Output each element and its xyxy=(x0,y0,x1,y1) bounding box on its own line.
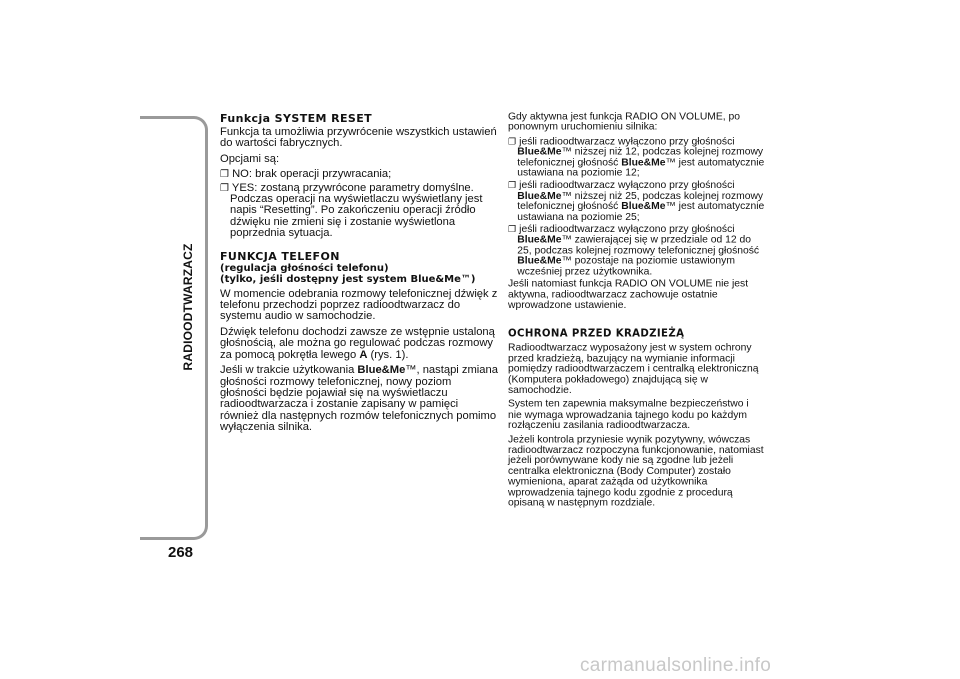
phone-paragraph-3: Jeśli w trakcie użytkowania Blue&Me™, nastąpi zmiana głośności rozmowy telefonicznej, nowy poziom głośności będzie pojawiał się na wyświetlaczu radioodtwarzacza i zostanie zapisany w pamięci również dla następnych rozmów telefonicznych pomimo wyłączenia silnika. xyxy=(220,364,498,434)
page-number: 268 xyxy=(168,544,194,561)
checkbox-bullet-icon: ❐ xyxy=(508,180,517,191)
list-item-yes: ❐ YES: zostaną przywrócone parametry domyślne. Podczas operacji na wyświetlaczu wyświetlany jest napis “Resetting”. Po zakończeniu operacji źródło dźwięku nie zmieni się i zostanie wyświetlona poprzednia sytuacja. xyxy=(220,181,483,240)
list-item-below-25: ❐ jeśli radioodtwarzacz wyłączono przy głośności Blue&Me™ niższej niż 25, podczas kolejnej rozmowy telefonicznej głośność Blue&Me™ jest automatycznie ustawiana na poziomie 25; xyxy=(508,179,765,223)
list-item-no: ❐ NO: brak operacji przywracania; xyxy=(220,168,392,181)
checkbox-bullet-icon: ❐ xyxy=(508,224,517,235)
phone-subheading-1: (regulacja głośności telefonu) xyxy=(220,262,389,274)
section-title-vertical: RADIOODTWARZACZ xyxy=(181,243,195,371)
right-column xyxy=(508,112,765,512)
phone-heading: FUNKCJA TELEFON xyxy=(220,249,340,263)
options-label: Opcjami są: xyxy=(220,152,280,165)
system-reset-heading: Funkcja SYSTEM RESET xyxy=(220,112,373,125)
anti-theft-heading: OCHRONA PRZED KRADZIEŻĄ xyxy=(508,327,685,340)
page-margin-frame xyxy=(140,116,208,540)
list-item-below-12: ❐ jeśli radioodtwarzacz wyłączono przy głośności Blue&Me™ niższej niż 12, podczas kolejnej rozmowy telefonicznej głośność Blue&Me™ jest automatycznie ustawiana na poziomie 12; xyxy=(508,135,765,179)
left-column xyxy=(220,112,498,438)
radio-on-volume-intro: Gdy aktywna jest funkcja RADIO ON VOLUME, po ponownym uruchomieniu silnika: xyxy=(508,111,741,133)
anti-theft-paragraph-3: Jeżeli kontrola przyniesie wynik pozytywny, wówczas radioodtwarzacz rozpoczyna funkcjonowanie, natomiast jeżeli porównywane kody nie są zgodne lub jeżeli centralka elektroniczna (Body Computer) zostało wymieniona, aparat zażąda od użytkownika wprowadzenia tajnego kodu zgodnie z procedurą opisaną w następnym rozdziale. xyxy=(508,433,764,509)
phone-paragraph-1: W momencie odebrania rozmowy telefonicznej dźwięk z telefonu przechodzi poprzez radioodtwarzacz do systemu audio w samochodzie. xyxy=(220,287,498,323)
checkbox-bullet-icon: ❐ xyxy=(508,136,517,147)
watermark: carmanualsonline.info xyxy=(580,655,772,676)
phone-subheading-2: (tylko, jeśli dostępny jest system Blue&Me™) xyxy=(220,273,476,285)
anti-theft-paragraph-1: Radioodtwarzacz wyposażony jest w system ochrony przed kradzieżą, bazujący na wymianie informacji pomiędzy radioodtwarzaczem i centralką elektroniczną (Komputera pokładowego) znajdującą się w samochodzie. xyxy=(508,342,759,396)
radio-on-volume-off-note: Jeśli natomiast funkcja RADIO ON VOLUME nie jest aktywna, radioodtwarzacz zachowuje ostatnie wprowadzone ustawienie. xyxy=(508,278,749,311)
anti-theft-paragraph-2: System ten zapewnia maksymalne bezpieczeństwo i nie wymaga wprowadzania tajnego kodu po każdym rozłączeniu zasilania radioodtwarzacza. xyxy=(508,398,749,431)
list-item-between-12-25: ❐ jeśli radioodtwarzacz wyłączono przy głośności Blue&Me™ zawierającej się w przedziale od 12 do 25, podczas kolejnej rozmowy telefonicznej głośność Blue&Me™ pozostaje na poziomie ustawionym wcześniej przez użytkownika. xyxy=(508,223,760,278)
system-reset-intro: Funkcja ta umożliwia przywrócenie wszystkich ustawień do wartości fabrycznych. xyxy=(220,126,497,150)
checkbox-bullet-icon: ❐ xyxy=(220,169,229,181)
phone-paragraph-2: Dźwięk telefonu dochodzi zawsze ze wstępnie ustaloną głośnością, ale można go regulować podczas rozmowy za pomocą pokrętła lewego A (rys. 1). xyxy=(220,325,495,361)
checkbox-bullet-icon: ❐ xyxy=(220,182,229,194)
